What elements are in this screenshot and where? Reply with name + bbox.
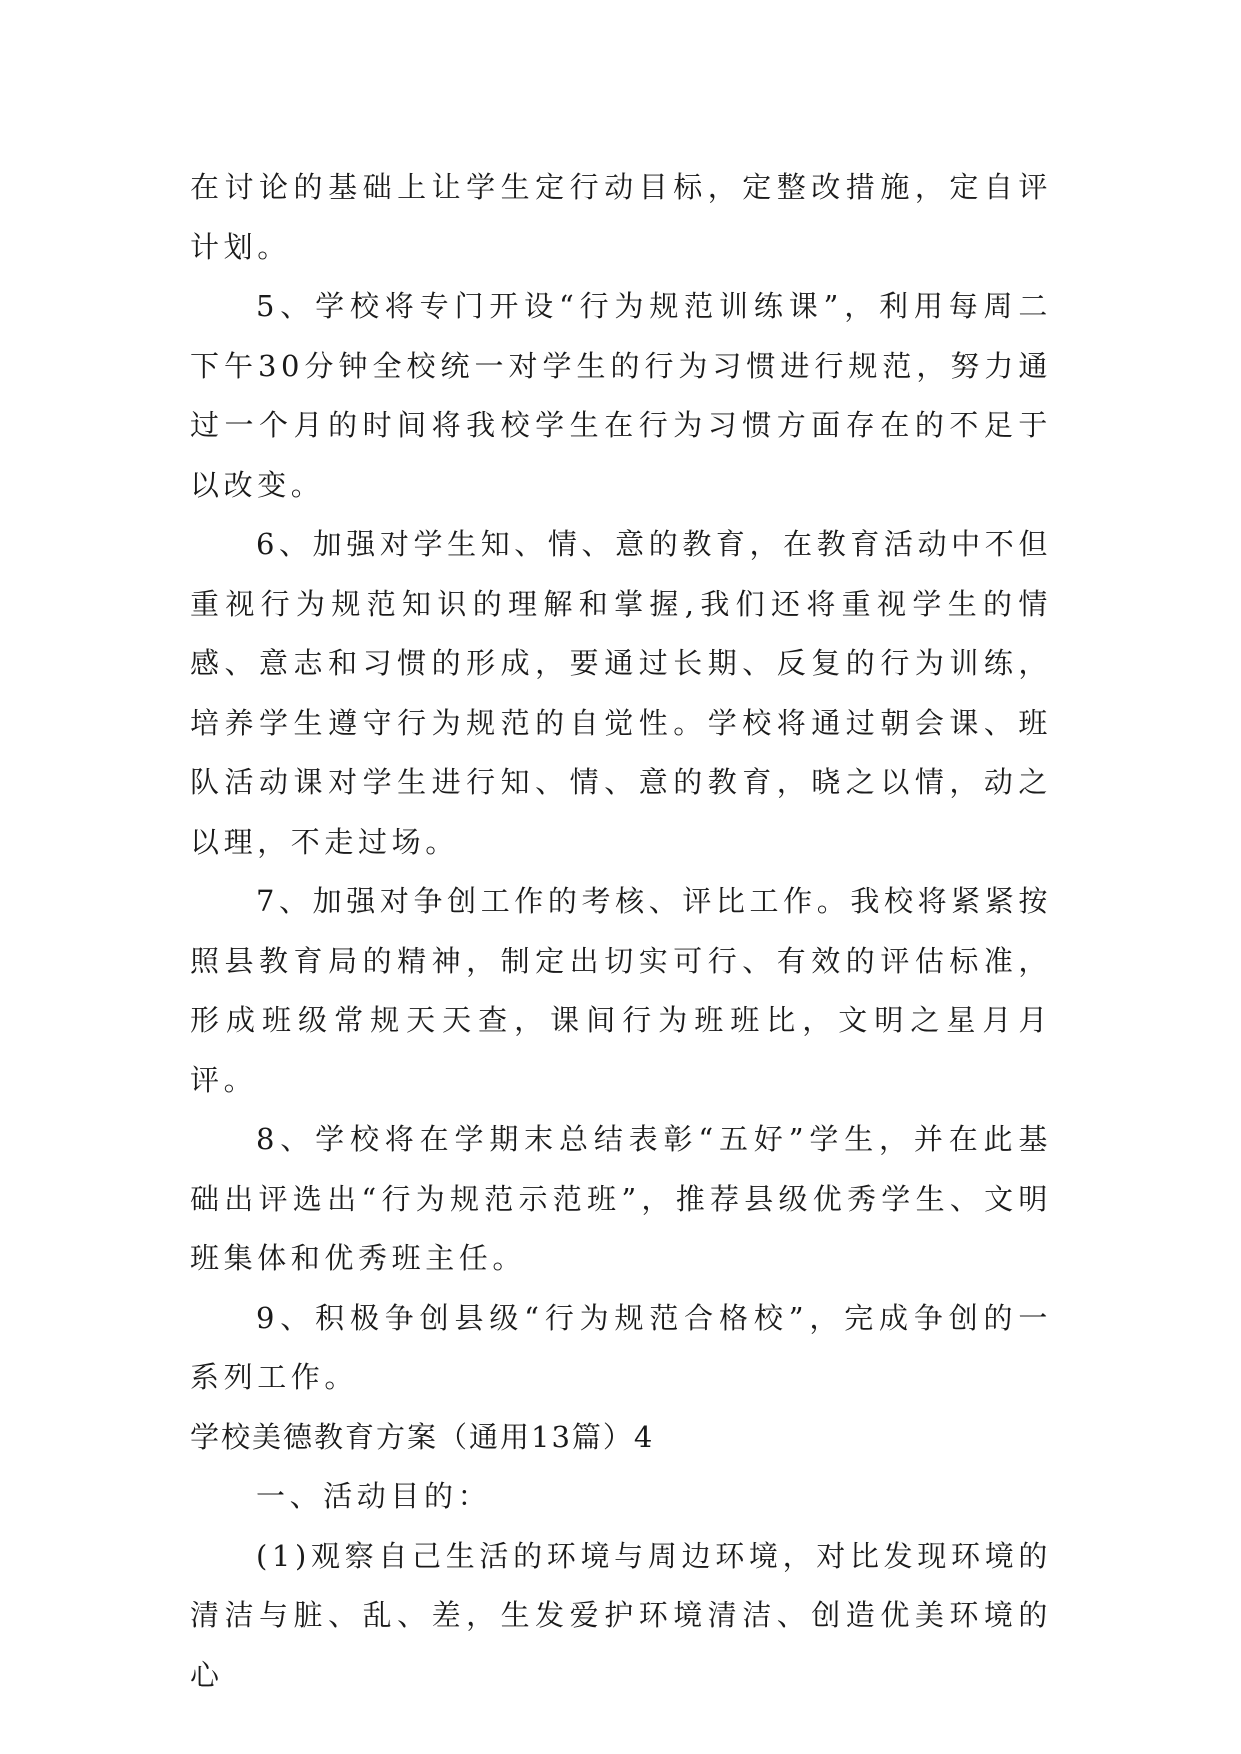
paragraph-item-6: 6、加强对学生知、情、意的教育，在教育活动中不但重视行为规范知识的理解和掌握,我们还将重视学生的情感、意志和习惯的形成，要通过长期、反复的行为训练，培养学生遵守行为规范的自觉性。学校将通过朝会课、班队活动课对学生进行知、情、意的教育，晓之以情，动之以理，不走过场。 (190, 527, 1052, 859)
paragraph-item-9: 9、积极争创县级“行为规范合格校”，完成争创的一系列工作。 (190, 1300, 1052, 1394)
subheading-activity-goal: 一、活动目的： (256, 1479, 492, 1513)
paragraph-item-7: 7、加强对争创工作的考核、评比工作。我校将紧紧按照县教育局的精神，制定出切实可行、有效的评估标准，形成班级常规天天查，课间行为班班比，文明之星月月评。 (190, 884, 1052, 1097)
section-heading: 学校美德教育方案（通用13篇）4 (190, 1419, 655, 1454)
goal-item-1: (1)观察自己生活的环境与周边环境，对比发现环境的清洁与脏、乱、差，生发爱护环境清洁、创造优美环境的心 (190, 1538, 1052, 1692)
document-page (190, 158, 1052, 1705)
paragraph-item-8: 8、学校将在学期末总结表彰“五好”学生，并在此基础出评选出“行为规范示范班”，推荐县级优秀学生、文明班集体和优秀班主任。 (190, 1122, 1052, 1275)
paragraph-continuation: 在讨论的基础上让学生定行动目标，定整改措施，定自评计划。 (190, 170, 1052, 264)
paragraph-item-5: 5、学校将专门开设“行为规范训练课”，利用每周二下午30分钟全校统一对学生的行为习惯进行规范，努力通过一个月的时间将我校学生在行为习惯方面存在的不足于以改变。 (190, 289, 1052, 502)
